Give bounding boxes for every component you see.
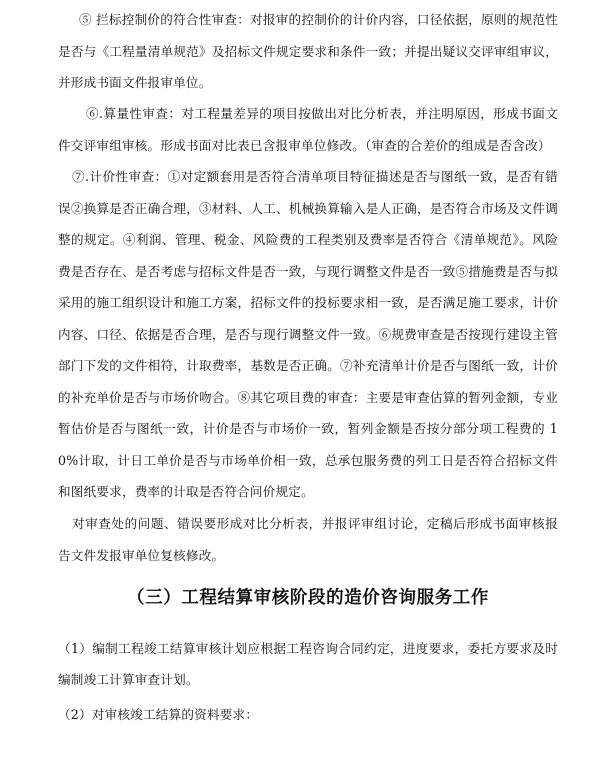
- paragraph-quantity-review: ⑥.算量性审查：对工程量差异的项目按做出对比分析表，并注明原因，形成书面文件交评审组审核。形成书面对比表已含报审单位修改。（审查的合差价的组成是否含改）: [58, 106, 558, 153]
- list-item-audit-plan: （1）编制工程竣工结算审核计划应根据工程咨询合同约定，进度要求，委托方要求及时编制竣工计算审查计划。: [58, 641, 558, 687]
- paragraph-control-price-review: ⑤ 拦标控制价的符合性审查：对报审的控制价的计价内容，口径依据，原则的规范性是否与《工程量清单规范》及招标文件规定要求和条件一致；并提出疑议交评审组审议，并形成书面文件报审单位。: [58, 12, 558, 90]
- paragraph-pricing-review: ⑦.计价性审查：①对定额套用是否符合清单项目特征描述是否与图纸一致，是否有错误②换算是否正确合理，③材料、人工、机械换算输入是人正确，是否符合市场及文件调整的规定。④利润、管理、税金、风险费的工程类别及费率是否符合《清单规范》。风险费是否存在、是否考虑与招标文件是否一致，与现行调整文件是否一致⑤措施费是否与拟采用的施工组织设计和施工方案，招标文件的投标要求相一致，是否满足施工要求，计价内容、口径、依据是否合理，是否与现行调整文件一致。⑥规费审查是否按现行建设主管部门下发的文件相符，计取费率，基数是否正确。⑦补充清单计价是否与图纸一致，计价的补充单价是否与市场价吻合。⑧其它项目费的审查：主要是审查估算的暂列金额，专业暂估价是否与图纸一致，计价是否与市场价一致，暂列金额是否按分部分项工程费的 10%计取，计日工单价是否与市场单价相一致，总承包服务费的列工日是否符合招标文件和图纸要求，费率的计取是否符合问价规定。: [58, 169, 558, 499]
- list-item-material-requirements: （2）对审核竣工结算的资料要求：: [58, 707, 259, 722]
- section-heading: （三）工程结算审核阶段的造价咨询服务工作: [127, 588, 489, 608]
- paragraph-issue-report: 对审查处的问题、错误要形成对比分析表，并报评审组讨论，定稿后形成书面审核报告文件发报审单位复核修改。: [58, 516, 558, 563]
